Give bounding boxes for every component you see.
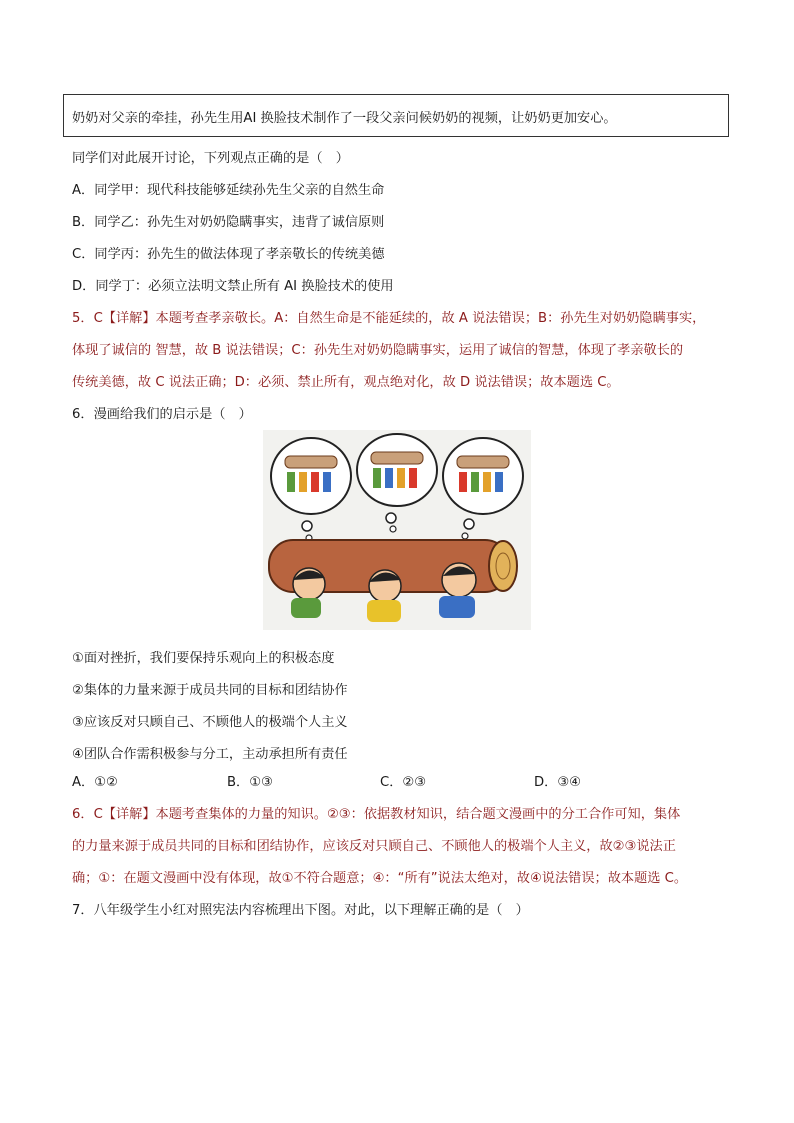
- thought-bubble-left: [271, 438, 351, 541]
- answer-6-line-2: 的力量来源于成员共同的目标和团结协作，应该反对只顾自己、不顾他人的极端个人主义，故②③说法正: [72, 839, 676, 854]
- choice-b: B．①③: [227, 775, 273, 790]
- thought-bubble-right: [443, 438, 523, 539]
- answer-5-line-1: 5．C【详解】本题考查孝亲敬长。A：自然生命是不能延续的，故 A 说法错误；B：孙先生对奶奶隐瞒事实，: [72, 311, 706, 326]
- answer-5-line-2: 体现了诚信的 智慧，故 B 说法错误；C：孙先生对奶奶隐瞒事实，运用了诚信的智慧，体现了孝亲敬长的: [72, 343, 684, 358]
- answer-5-line-3: 传统美德，故 C 说法正确；D：必须、禁止所有，观点绝对化，故 D 说法错误；故本题选 C。: [72, 375, 620, 390]
- statement-3: ③应该反对只顾自己、不顾他人的极端个人主义: [72, 715, 348, 730]
- statement-2: ②集体的力量来源于成员共同的目标和团结协作: [72, 683, 348, 698]
- child-left: [291, 568, 325, 618]
- statement-4: ④团队合作需积极参与分工，主动承担所有责任: [72, 747, 348, 762]
- question-5-option-d: D．同学丁：必须立法明文禁止所有 AI 换脸技术的使用: [72, 279, 394, 294]
- statement-1: ①面对挫折，我们要保持乐观向上的积极态度: [72, 651, 335, 666]
- choice-c: C．②③: [380, 775, 427, 790]
- comic-illustration: [263, 430, 531, 630]
- comic-drawing: [263, 430, 531, 630]
- question-5-option-a: A．同学甲：现代科技能够延续孙先生父亲的自然生命: [72, 183, 385, 198]
- thought-bubble-middle: [357, 434, 437, 532]
- choice-a: A．①②: [72, 775, 118, 790]
- question-6-stem: 6．漫画给我们的启示是（ ）: [72, 407, 252, 422]
- context-box: 奶奶对父亲的牵挂，孙先生用AI 换脸技术制作了一段父亲问候奶奶的视频，让奶奶更加安心。: [63, 94, 729, 137]
- answer-6-line-1: 6．C【详解】本题考查集体的力量的知识。②③：依据教材知识，结合题文漫画中的分工合作可知，集体: [72, 807, 681, 822]
- question-5-stem: 同学们对此展开讨论，下列观点正确的是（ ）: [72, 151, 349, 166]
- question-6-choices: [72, 771, 672, 791]
- question-5-option-b: B．同学乙：孙先生对奶奶隐瞒事实，违背了诚信原则: [72, 215, 385, 230]
- choice-d: D．③④: [534, 775, 581, 790]
- question-5-option-c: C．同学丙：孙先生的做法体现了孝亲敬长的传统美德: [72, 247, 385, 262]
- child-middle: [367, 570, 401, 622]
- question-7-stem: 7．八年级学生小红对照宪法内容梳理出下图。对此，以下理解正确的是（ ）: [72, 903, 529, 918]
- answer-6-line-3: 确；①：在题文漫画中没有体现，故①不符合题意；④：“所有”说法太绝对，故④说法错误；故本题选 C。: [72, 871, 688, 886]
